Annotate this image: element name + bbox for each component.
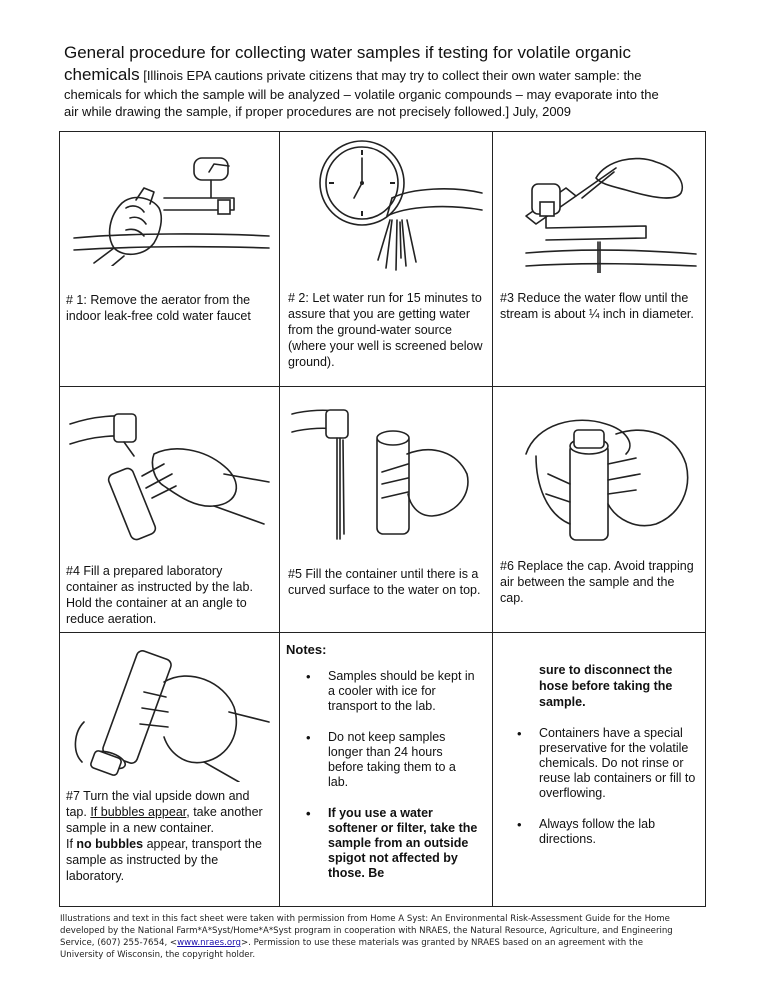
epa-caution-start: [Illinois EPA cautions private citizens that may try to collect their own water sample: the bbox=[139, 68, 642, 83]
procedure-table bbox=[59, 131, 706, 907]
step-5-text: #5 Fill the container until there is a curved surface to the water on top. bbox=[288, 567, 481, 597]
illustration-clock-running-water bbox=[282, 138, 490, 273]
step-7-intro: #7 Turn the vial upside down and tap. bbox=[66, 789, 250, 819]
footer-line-2: developed by the National Farm*A*Syst/Home*A*Syst program in cooperation with NRAES, the Natural Resource, Agriculture, and Engineering bbox=[60, 926, 673, 936]
epa-caution-line-4: air while drawing the sample, if proper procedures are not precisely followed.] July, 2009 bbox=[64, 104, 572, 119]
epa-caution-line-3: chemicals for which the sample will be analyzed – volatile organic compounds – may evaporate into the bbox=[64, 87, 659, 102]
notes-title: Notes: bbox=[286, 642, 327, 657]
step-3-text: #3 Reduce the water flow until the stream is about ¼ inch in diameter. bbox=[500, 291, 694, 321]
title-chemicals: chemicals bbox=[64, 65, 140, 84]
column-divider-1 bbox=[279, 132, 280, 906]
footer-line-4: University of Wisconsin, the copyright holder. bbox=[60, 950, 256, 960]
step-7-if-bubbles: If bubbles appear bbox=[90, 805, 187, 819]
illustration-fill-curved-top bbox=[282, 394, 490, 542]
illustration-fill-container bbox=[64, 394, 274, 542]
title-line-1: General procedure for collecting water samples if testing for volatile organic bbox=[64, 43, 631, 62]
note-softener-filter: • If you use a water softener or filter, take the sample from an outside spigot not affected by those. Be bbox=[300, 806, 478, 881]
step-7-if: If bbox=[66, 837, 77, 851]
title-line-2 bbox=[64, 64, 714, 86]
footer-permission: >. Permission to use these materials was granted by NRAES based on an agreement with the bbox=[240, 938, 644, 948]
note-24-hours: • Do not keep samples longer than 24 hours before taking them to a lab. bbox=[300, 730, 478, 790]
footer-line-1: Illustrations and text in this fact sheet were taken with permission from Home A Syst: An Environmental Risk-Assessment Guide for the Home bbox=[60, 914, 670, 924]
notes-list-right bbox=[511, 726, 701, 863]
document-header bbox=[64, 42, 714, 120]
step-6-text: #6 Replace the cap. Avoid trapping air between the sample and the cap. bbox=[500, 559, 694, 605]
note-disconnect-hose: sure to disconnect the hose before taking the sample. bbox=[539, 663, 673, 709]
step-7-no-bubbles: no bubbles bbox=[76, 837, 144, 851]
footer-credits bbox=[60, 913, 710, 961]
notes-list-left bbox=[300, 669, 478, 897]
illustration-turn-vial bbox=[64, 642, 274, 782]
illustration-remove-aerator bbox=[64, 138, 274, 266]
step-1-text: # 1: Remove the aerator from the indoor leak-free cold water faucet bbox=[66, 293, 251, 323]
step-7-transport: appear, transport the sample as instructed by the laboratory. bbox=[66, 837, 262, 883]
nraes-link[interactable]: www.nraes.org bbox=[177, 938, 241, 948]
step-4-text: #4 Fill a prepared laboratory container as instructed by the lab. Hold the container at an angle to reduce aeration. bbox=[66, 564, 253, 626]
note-keep-cool: • Samples should be kept in a cooler with ice for transport to the lab. bbox=[300, 669, 478, 714]
note-follow-lab: • Always follow the lab directions. bbox=[511, 817, 701, 847]
illustration-replace-cap bbox=[496, 394, 702, 542]
footer-service-phone: Service, (607) 255-7654, < bbox=[60, 938, 178, 948]
note-preservative: • Containers have a special preservative for the volatile chemicals. Do not rinse or reuse lab containers or fill to overflowing. bbox=[511, 726, 701, 801]
footer-line-3 bbox=[60, 937, 710, 949]
step-7-text bbox=[66, 788, 272, 884]
row-divider-2 bbox=[60, 632, 705, 633]
step-7-new-sample: , take another sample in a new container. bbox=[66, 805, 263, 835]
column-divider-2 bbox=[492, 132, 493, 906]
illustration-reduce-flow bbox=[496, 138, 702, 273]
step-2-text: # 2: Let water run for 15 minutes to assure that you are getting water from the ground-water source (where your well is screened below ground). bbox=[288, 291, 483, 369]
row-divider-1 bbox=[60, 386, 705, 387]
